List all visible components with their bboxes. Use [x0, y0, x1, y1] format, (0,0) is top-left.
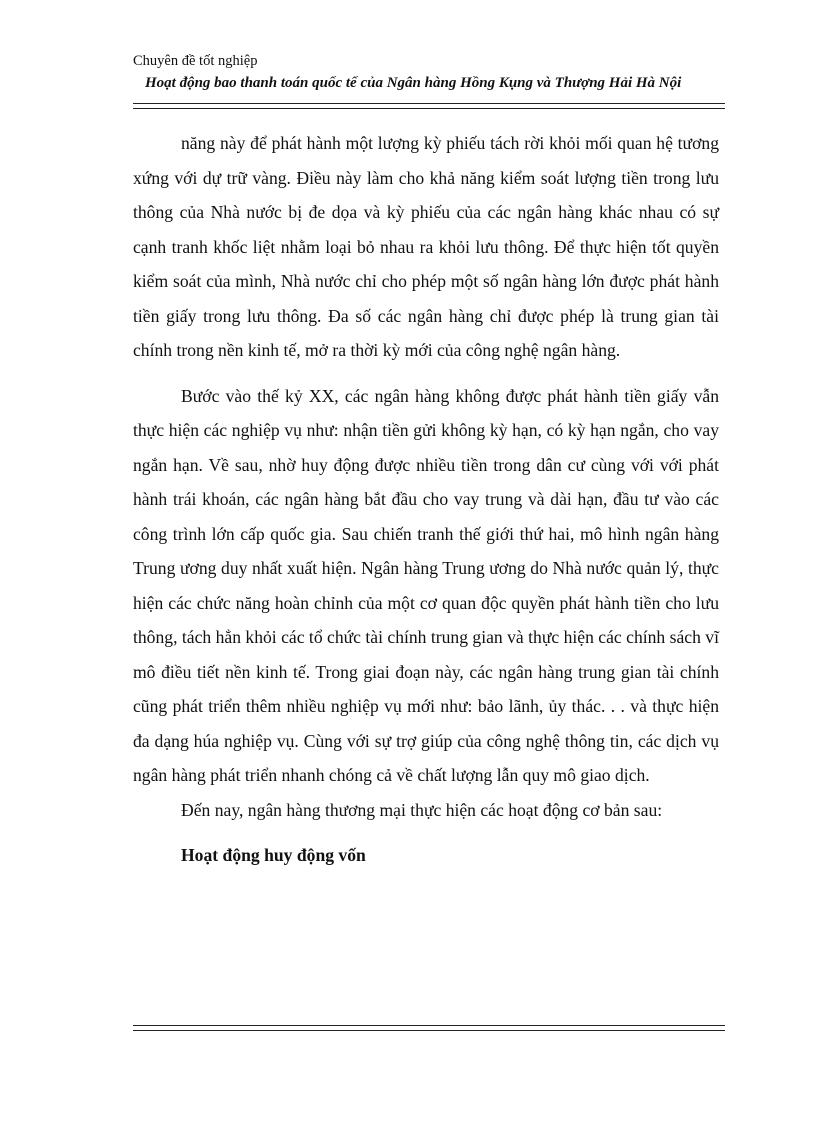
section-heading: Hoạt động huy động vốn	[181, 845, 366, 865]
header-thesis-label: Chuyên đề tốt nghiệp	[133, 53, 258, 69]
paragraph-2: Bước vào thế kỷ XX, các ngân hàng không được phát hành tiền giấy vẫn thực hiện các nghiệp vụ như: nhận tiền gửi không kỳ hạn, có kỳ hạn ngắn, cho vay ngắn hạn. Về sau, nhờ huy động được nhiều tiền trong dân cư cùng với với phát hành trái khoán, các ngân hàng bắt đầu cho vay trung và dài hạn, đầu tư vào các công trình lớn cấp quốc gia. Sau chiến tranh thế giới thứ hai, mô hình ngân hàng Trung ương duy nhất xuất hiện. Ngân hàng Trung ương do Nhà nước quản lý, thực hiện các chức năng hoàn chỉnh của một cơ quan độc quyền phát hành tiền cho lưu thông, tách hẳn khỏi các tổ chức tài chính trung gian và thực hiện các chính sách vĩ mô điều tiết nền kinh tế. Trong giai đoạn này, các ngân hàng trung gian tài chính cũng phát triển thêm nhiều nghiệp vụ mới như: bảo lãnh, ủy thác. . . và thực hiện đa dạng húa nghiệp vụ. Cùng với sự trợ giúp của công nghệ thông tin, các dịch vụ ngân hàng phát triển nhanh chóng cả về chất lượng lẫn quy mô giao dịch.	[133, 385, 719, 785]
paragraph-3: Đến nay, ngân hàng thương mại thực hiện các hoạt động cơ bản sau:	[181, 799, 663, 820]
document-body	[133, 126, 719, 873]
footer-double-rule	[133, 1025, 725, 1031]
header-double-rule	[133, 103, 725, 109]
page-header	[133, 52, 725, 93]
header-thesis-title: Hoạt động bao thanh toán quốc tế của Ngân hàng Hồng Kụng và Thượng Hải Hà Nội	[145, 75, 682, 91]
paragraph-1: năng này để phát hành một lượng kỳ phiếu tách rời khỏi mối quan hệ tương xứng với dự trữ vàng. Điều này làm cho khả năng kiểm soát lượng tiền trong lưu thông của Nhà nước bị đe dọa và kỳ phiếu của các ngân hàng khác nhau có sự cạnh tranh khốc liệt nhằm loại bỏ nhau ra khỏi lưu thông. Để thực hiện tốt quyền kiểm soát của mình, Nhà nước chỉ cho phép một số ngân hàng lớn được phát hành tiền giấy trong lưu thông. Đa số các ngân hàng chỉ được phép là trung gian tài chính trong nền kinh tế, mở ra thời kỳ mới của công nghệ ngân hàng.	[133, 133, 719, 360]
